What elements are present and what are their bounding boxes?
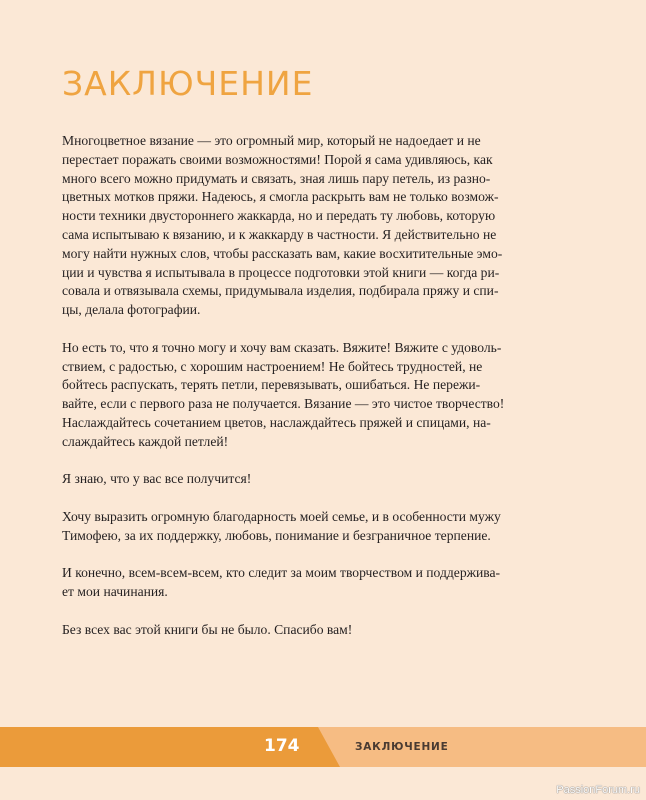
text-line: слаждайтесь каждой петлей! xyxy=(62,433,229,449)
text-line: Многоцветное вязание — это огромный мир, который не надоедает и не xyxy=(62,133,481,148)
paragraph-gap xyxy=(62,546,482,565)
paragraph-gap xyxy=(62,452,482,471)
paragraph xyxy=(62,470,482,489)
paragraph xyxy=(62,132,503,320)
running-head: ЗАКЛЮЧЕНИЕ xyxy=(355,741,449,753)
paragraph xyxy=(62,564,501,602)
text-line: Хочу выразить огромную благодарность моей семье, и в особенности мужу xyxy=(62,508,501,524)
page-title: ЗАКЛЮЧЕНИЕ xyxy=(62,64,314,103)
paragraph xyxy=(62,508,501,546)
text-line: ет мои начинания. xyxy=(62,584,168,600)
text-line: Я знаю, что у вас все получится! xyxy=(62,471,252,487)
text-line: И конечно, всем-всем-всем, кто следит за моим творчеством и поддержива- xyxy=(62,565,501,581)
text-line: ции и чувства я испытывала в процессе подготовки этой книги — когда ри- xyxy=(62,264,500,280)
text-line: могу найти нужных слов, чтобы рассказать вам, какие восхитительные эмо- xyxy=(62,245,503,261)
text-line: совала и отвязывала схемы, придумывала изделия, подбирала пряжу и спи- xyxy=(62,283,499,299)
text-line: цветных мотков пряжи. Надеюсь, я смогла раскрыть вам не только возмож- xyxy=(62,189,499,205)
watermark: PassionForum.ru xyxy=(556,784,640,796)
text-line: Но есть то, что я точно могу и хочу вам сказать. Вяжите! Вяжите с удоволь- xyxy=(62,339,502,355)
body-text xyxy=(62,132,505,640)
text-line: Наслаждайтесь сочетанием цветов, наслаждайтесь пряжей и спицами, на- xyxy=(62,414,491,430)
text-line: вайте, если с первого раза не получается. Вязание — это чистое творчество! xyxy=(62,396,505,412)
text-line: перестает поражать своими возможностями! Порой я сама удивляюсь, как xyxy=(62,151,493,167)
paragraph-gap xyxy=(62,602,482,621)
paragraph xyxy=(62,621,482,640)
paragraph-gap xyxy=(62,320,482,339)
text-line: бойтесь распускать, терять петли, перевязывать, ошибаться. Не пережи- xyxy=(62,377,481,393)
text-line: ности техники двустороннего жаккарда, но и передать ту любовь, которую xyxy=(62,208,496,224)
text-line: Тимофею, за их поддержку, любовь, понимание и безграничное терпение. xyxy=(62,527,491,543)
paragraph-gap xyxy=(62,489,482,508)
text-line: ствием, с радостью, с хорошим настроением! Не бойтесь трудностей, не xyxy=(62,358,483,374)
footer-accent xyxy=(0,727,646,767)
text-line: сама испытываю к вязанию, и к жаккарду в частности. Я действительно не xyxy=(62,226,497,242)
page-number: 174 xyxy=(264,736,300,756)
text-line: много всего можно придумать и связать, зная лишь пару петель, из разно- xyxy=(62,170,491,186)
text-line: цы, делала фотографии. xyxy=(62,302,201,318)
text-line: Без всех вас этой книги бы не было. Спасибо вам! xyxy=(62,621,353,637)
paragraph xyxy=(62,339,505,452)
